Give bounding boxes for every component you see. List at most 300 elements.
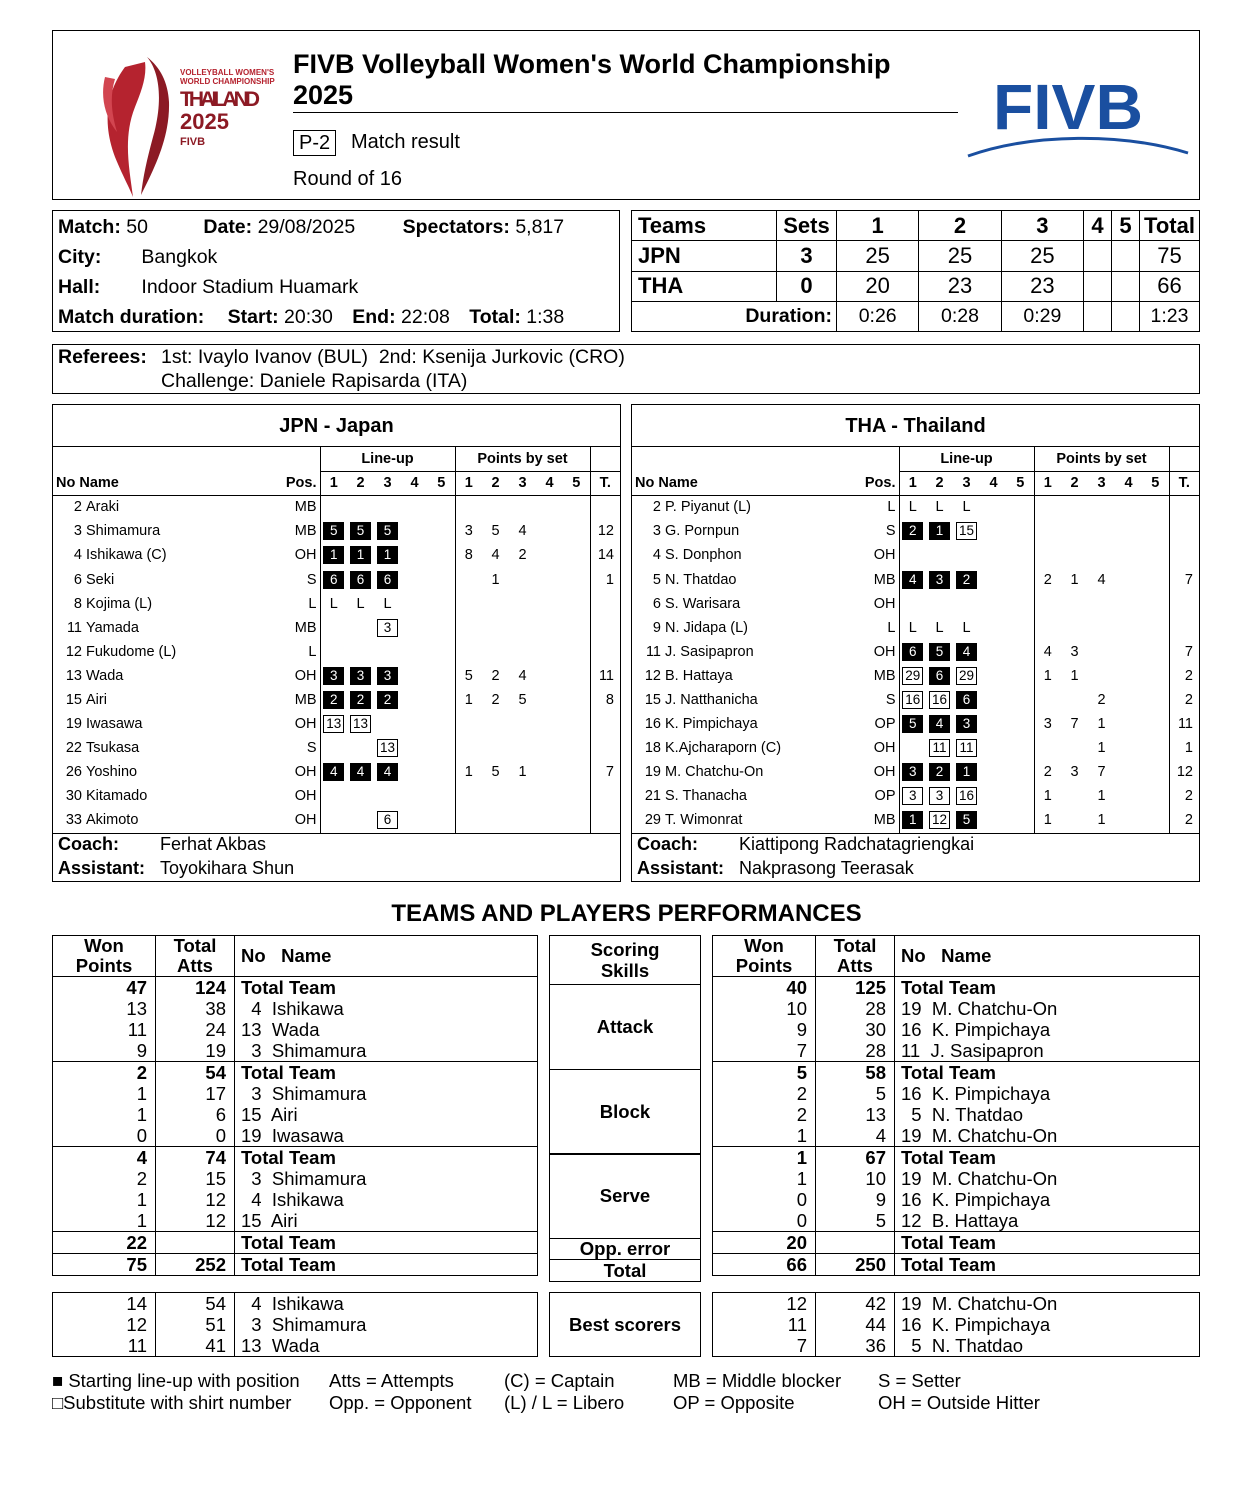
set-points: 4 — [1097, 571, 1106, 588]
player-cell — [53, 592, 280, 616]
player-name: K.Ajcharaporn (C) — [665, 740, 782, 757]
player-cell — [53, 567, 280, 591]
start-label: Start: — [227, 306, 279, 328]
set-points — [482, 784, 509, 808]
performance-row — [713, 977, 1200, 999]
set-points — [1061, 592, 1088, 616]
player-position: OH — [873, 595, 896, 612]
won-points: 66 — [713, 1254, 816, 1276]
points-set-header: 2 — [491, 475, 500, 492]
player-or-team: Total Team — [235, 1147, 538, 1169]
total-label: Total: — [469, 306, 521, 328]
set-points — [1088, 543, 1115, 567]
lineup-cell — [980, 712, 1007, 736]
set-points: 3 — [1070, 643, 1079, 660]
lineup-cell — [374, 760, 401, 784]
duration-row — [632, 301, 1200, 331]
svg-text:THAILAND: THAILAND — [180, 88, 260, 111]
header-spacer — [590, 447, 620, 471]
lineup-cell — [953, 519, 980, 543]
set-points — [563, 688, 590, 712]
player-total — [590, 592, 620, 616]
libero-mark: L — [935, 499, 944, 516]
hall-value: Indoor Stadium Huamark — [141, 276, 359, 298]
team-code: JPN — [632, 241, 777, 271]
lineup-cell — [953, 543, 980, 567]
lineup-cell — [401, 760, 428, 784]
lineup-cell — [374, 616, 401, 640]
best-scorer-row — [713, 1293, 1200, 1315]
total-attempts: 28 — [816, 998, 895, 1019]
lineup-cell — [401, 616, 428, 640]
player-row — [53, 616, 620, 640]
player-cell — [53, 688, 280, 712]
total-atts-header — [816, 936, 895, 977]
substitute-number: 6 — [377, 811, 398, 829]
player-row — [632, 808, 1199, 832]
round-label: Round of 16 — [293, 168, 402, 190]
player-or-team: 3 Shimamura — [235, 1040, 538, 1062]
set-points: 4 — [1034, 640, 1061, 664]
player-cell — [632, 640, 859, 664]
points-header: Points by set — [1034, 447, 1169, 471]
set-points — [455, 784, 482, 808]
set-points — [563, 784, 590, 808]
total-attempts: 30 — [816, 1019, 895, 1040]
performances-title: TEAMS AND PLAYERS PERFORMANCES — [391, 900, 862, 927]
legend-item: S = Setter — [878, 1370, 961, 1391]
lineup-cell — [320, 543, 347, 567]
lineup-cell — [428, 543, 455, 567]
player-or-team: Total Team — [235, 1232, 538, 1254]
substitute-number: 16 — [902, 691, 923, 709]
player-total — [1169, 495, 1199, 519]
score-table — [631, 210, 1200, 332]
skill-label: Total — [549, 1259, 701, 1282]
player-or-team: 16 K. Pimpichaya — [895, 1019, 1200, 1040]
player-number: 6 — [652, 595, 661, 612]
performance-row — [53, 1125, 538, 1147]
set-points — [563, 567, 590, 591]
set-points — [1061, 688, 1088, 712]
set-points — [1034, 688, 1061, 712]
player-position: S — [306, 571, 317, 588]
player-cell — [632, 784, 859, 808]
player-or-team: Total Team — [895, 1147, 1200, 1169]
player-total: 7 — [1169, 567, 1199, 591]
substitute-number: 29 — [902, 667, 923, 685]
lineup-cell — [428, 784, 455, 808]
total-attempts: 12 — [156, 1189, 235, 1210]
starting-position: 3 — [929, 571, 950, 589]
starting-position: 4 — [350, 763, 371, 781]
lineup-cell — [374, 640, 401, 664]
starting-position: 6 — [350, 571, 371, 589]
set-points — [536, 688, 563, 712]
won-points-header — [713, 936, 816, 977]
lineup-cell — [320, 688, 347, 712]
lineup-cell — [347, 543, 374, 567]
starting-position: 1 — [377, 546, 398, 564]
lineup-cell — [1007, 664, 1034, 688]
points-set-header: 2 — [1070, 475, 1079, 492]
lineup-cell — [347, 808, 374, 832]
set-points: 5 — [518, 691, 527, 708]
player-total: 2 — [1169, 808, 1199, 832]
score-header: 5 — [1111, 211, 1139, 241]
header-spacer — [53, 447, 320, 471]
points-set-header: 3 — [1097, 475, 1106, 492]
won-points: 1 — [53, 1083, 156, 1104]
points-set-header: 4 — [545, 475, 554, 492]
won-points: 9 — [53, 1040, 156, 1062]
lineup-cell — [320, 664, 347, 688]
set-score: 25 — [919, 241, 1001, 271]
set-points — [563, 592, 590, 616]
date-label: Date: — [203, 216, 253, 238]
player-total — [590, 808, 620, 832]
document-header — [52, 30, 1200, 200]
starting-position: 6 — [902, 643, 923, 661]
lineup-cell — [899, 688, 926, 712]
lineup-set-header: 2 — [935, 475, 944, 492]
player-total — [1169, 519, 1199, 543]
performance-row — [53, 1254, 538, 1276]
player-position: OH — [294, 716, 317, 733]
set-points: 2 — [491, 691, 500, 708]
set-points — [563, 495, 590, 519]
lineup-cell — [926, 688, 953, 712]
set-points — [563, 640, 590, 664]
libero-mark: L — [935, 619, 944, 636]
player-row — [632, 760, 1199, 784]
set-points: 1 — [455, 760, 482, 784]
sets-won: 0 — [777, 271, 837, 301]
svg-text:FIVB: FIVB — [993, 71, 1143, 143]
player-total: 2 — [1169, 688, 1199, 712]
lineup-cell — [899, 519, 926, 543]
set-points — [509, 784, 536, 808]
score-row-tha — [632, 271, 1200, 301]
total-attempts: 44 — [816, 1314, 895, 1335]
player-name: Tsukasa — [86, 740, 140, 757]
set-points — [509, 640, 536, 664]
player-row — [632, 688, 1199, 712]
lineup-cell — [401, 688, 428, 712]
legend-item: (L) / L = Libero — [504, 1392, 625, 1413]
set-points — [536, 519, 563, 543]
performance-row — [53, 1040, 538, 1062]
lineup-cell — [953, 664, 980, 688]
won-points: 7 — [713, 1040, 816, 1062]
document-code: P-2 — [293, 130, 336, 156]
match-date: 29/08/2025 — [257, 216, 356, 238]
set-points — [1115, 808, 1142, 832]
team-title: JPN - Japan — [53, 405, 620, 447]
skill-label: Attack — [549, 984, 701, 1070]
set-points — [1061, 495, 1088, 519]
set-score: 20 — [837, 271, 919, 301]
won-points: 10 — [713, 998, 816, 1019]
total-attempts: 15 — [156, 1168, 235, 1189]
player-or-team: Total Team — [235, 977, 538, 999]
player-name: K. Pimpichaya — [665, 716, 758, 733]
team-panel-tha — [631, 404, 1200, 882]
won-points: 14 — [53, 1293, 156, 1315]
score-header: 3 — [1001, 211, 1083, 241]
set-duration — [1111, 301, 1139, 331]
lineup-cell — [980, 688, 1007, 712]
total-attempts: 54 — [156, 1062, 235, 1084]
player-or-team: 16 K. Pimpichaya — [895, 1189, 1200, 1210]
lineup-cell — [953, 616, 980, 640]
starting-position: 5 — [956, 811, 977, 829]
won-points: 1 — [53, 1189, 156, 1210]
set-points — [1034, 736, 1061, 760]
player-row — [632, 736, 1199, 760]
match-info — [52, 210, 620, 332]
points-set-header: 1 — [455, 471, 482, 495]
set-points — [509, 808, 536, 832]
set-points — [1115, 760, 1142, 784]
set-points — [536, 784, 563, 808]
won-points: 40 — [713, 977, 816, 999]
performance-row — [53, 998, 538, 1019]
legend-item: Atts = Attempts — [329, 1370, 454, 1391]
lineup-set-header: 3 — [383, 475, 392, 492]
team-title: THA - Thailand — [632, 405, 1199, 447]
total-attempts: 5 — [816, 1083, 895, 1104]
total-attempts: 74 — [156, 1147, 235, 1169]
won-points-header — [53, 936, 156, 977]
player-cell — [53, 616, 280, 640]
lineup-cell — [899, 543, 926, 567]
score-header: 1 — [837, 211, 919, 241]
player-cell — [632, 760, 859, 784]
lineup-cell — [926, 712, 953, 736]
player-total: 7 — [1169, 640, 1199, 664]
player-number: 19 — [644, 764, 661, 781]
total-attempts: 12 — [156, 1210, 235, 1232]
player-total — [1169, 543, 1199, 567]
performance-table-jpn — [52, 935, 538, 1276]
performance-row — [53, 1019, 538, 1040]
header-points: Points — [735, 955, 793, 976]
player-row — [632, 543, 1199, 567]
lineup-cell — [347, 664, 374, 688]
points-header: Points by set — [455, 447, 590, 471]
player-cell — [632, 495, 859, 519]
set-points: 1 — [1070, 667, 1079, 684]
assistant-row — [58, 858, 294, 879]
set-score: 25 — [837, 241, 919, 271]
player-cell — [53, 664, 280, 688]
starting-position: 1 — [350, 546, 371, 564]
set-points: 7 — [1097, 764, 1106, 781]
set-points — [1142, 784, 1169, 808]
set-points — [536, 495, 563, 519]
set-points: 3 — [455, 519, 482, 543]
set-points — [1088, 519, 1115, 543]
set-points — [563, 664, 590, 688]
player-number: 3 — [73, 523, 82, 540]
won-points: 2 — [713, 1083, 816, 1104]
lineup-cell — [926, 784, 953, 808]
set-score — [1083, 241, 1111, 271]
player-position: MB — [294, 691, 317, 708]
lineup-cell — [1007, 712, 1034, 736]
set-points: 2 — [1097, 691, 1106, 708]
player-name: B. Hattaya — [665, 667, 733, 684]
won-points: 0 — [713, 1210, 816, 1232]
set-points — [509, 736, 536, 760]
performance-row — [53, 1168, 538, 1189]
set-score — [1111, 241, 1139, 271]
won-points: 1 — [713, 1147, 816, 1169]
lineup-set-header: 4 — [410, 475, 419, 492]
total-duration: 1:23 — [1140, 301, 1200, 331]
player-name: Yoshino — [86, 764, 138, 781]
total-attempts: 17 — [156, 1083, 235, 1104]
total-attempts: 13 — [816, 1104, 895, 1125]
player-or-team: 15 Airi — [235, 1104, 538, 1125]
player-cell — [53, 543, 280, 567]
city-label: City: — [58, 246, 102, 268]
lineup-cell — [899, 640, 926, 664]
referees-line-2: Challenge: Daniele Rapisarda (ITA) — [161, 370, 468, 392]
lineup-cell — [899, 616, 926, 640]
header-total: Total — [173, 935, 217, 956]
player-name: S. Thanacha — [665, 788, 747, 805]
player-or-team: 16 K. Pimpichaya — [895, 1083, 1200, 1104]
roster-table — [632, 447, 1199, 833]
libero-mark: L — [908, 619, 917, 636]
lineup-cell — [926, 616, 953, 640]
libero-mark: L — [962, 619, 971, 636]
player-total: 14 — [590, 543, 620, 567]
legend-item: OH = Outside Hitter — [878, 1392, 1040, 1413]
lineup-cell — [401, 543, 428, 567]
lineup-set-header: 5 — [1016, 475, 1025, 492]
player-cell — [53, 640, 280, 664]
substitute-number: 13 — [350, 715, 371, 733]
lineup-cell — [374, 543, 401, 567]
performance-row — [713, 1147, 1200, 1169]
set-points — [1034, 519, 1061, 543]
player-name: 13 Wada — [235, 1335, 538, 1357]
set-points — [1115, 495, 1142, 519]
player-position: OP — [874, 716, 896, 733]
performance-row — [713, 1125, 1200, 1147]
total-attempts: 19 — [156, 1040, 235, 1062]
performance-row — [53, 1147, 538, 1169]
fivb-logo — [963, 71, 1193, 161]
performance-header — [53, 936, 538, 977]
championship-logo — [85, 47, 275, 197]
total-attempts: 125 — [816, 977, 895, 999]
player-number: 19 — [65, 716, 82, 733]
lineup-cell — [347, 760, 374, 784]
coach-name: Kiattipong Radchatagriengkai — [739, 834, 975, 854]
best-scorer-row — [53, 1293, 538, 1315]
starting-position: 2 — [929, 763, 950, 781]
player-or-team: 12 B. Hattaya — [895, 1210, 1200, 1232]
set-score — [1083, 271, 1111, 301]
lineup-cell — [401, 784, 428, 808]
points-set-header: 5 — [1151, 475, 1160, 492]
set-points: 1 — [1070, 571, 1079, 588]
coach-divider — [53, 833, 620, 834]
performance-row — [713, 1040, 1200, 1062]
player-or-team: 19 M. Chatchu-On — [895, 1125, 1200, 1147]
player-total: 1 — [1169, 736, 1199, 760]
player-position: MB — [873, 571, 896, 588]
lineup-cell — [374, 664, 401, 688]
lineup-cell — [980, 808, 1007, 832]
no-name-header: No Name — [235, 936, 538, 977]
total-attempts: 58 — [816, 1062, 895, 1084]
won-points: 13 — [53, 998, 156, 1019]
set-points — [1088, 616, 1115, 640]
total-time: 1:38 — [526, 306, 565, 328]
set-points — [1115, 784, 1142, 808]
player-cell — [632, 592, 859, 616]
lineup-cell — [980, 664, 1007, 688]
player-position: MB — [294, 499, 317, 516]
roster-body — [632, 495, 1199, 832]
header-points: Points — [75, 955, 133, 976]
roster-table — [53, 447, 620, 833]
player-cell — [632, 519, 859, 543]
set-points — [1115, 664, 1142, 688]
set-points: 3 — [1034, 712, 1061, 736]
assistant-label: Assistant: — [58, 858, 146, 878]
player-name: S. Donphon — [665, 547, 742, 564]
score-header: 4 — [1083, 211, 1111, 241]
set-points — [1115, 567, 1142, 591]
lineup-cell — [401, 664, 428, 688]
lineup-cell — [899, 664, 926, 688]
player-total — [590, 784, 620, 808]
lineup-cell — [401, 640, 428, 664]
document-type: Match result — [351, 131, 460, 153]
player-name: 5 N. Thatdao — [895, 1335, 1200, 1357]
score-header: Teams — [632, 211, 777, 241]
performance-row — [713, 1083, 1200, 1104]
best-scorer-row — [713, 1314, 1200, 1335]
set-points — [536, 567, 563, 591]
total-attempts: 42 — [816, 1293, 895, 1315]
svg-text:WORLD CHAMPIONSHIP: WORLD CHAMPIONSHIP — [180, 77, 275, 86]
svg-text:VOLLEYBALL WOMEN'S: VOLLEYBALL WOMEN'S — [180, 68, 275, 77]
set-points — [1088, 592, 1115, 616]
starting-position: 5 — [350, 522, 371, 540]
starting-position: 4 — [377, 763, 398, 781]
set-points — [1115, 519, 1142, 543]
set-points — [1061, 519, 1088, 543]
set-points: 1 — [518, 764, 527, 781]
lineup-cell — [320, 784, 347, 808]
set-points: 4 — [518, 667, 527, 684]
lineup-cell — [401, 495, 428, 519]
header-total: Total — [833, 935, 877, 956]
total-score: 75 — [1140, 241, 1200, 271]
player-name: G. Pornpun — [665, 523, 740, 540]
starting-position: 6 — [377, 571, 398, 589]
starting-position: 6 — [929, 667, 950, 685]
lineup-cell — [428, 808, 455, 832]
performance-row — [713, 1168, 1200, 1189]
